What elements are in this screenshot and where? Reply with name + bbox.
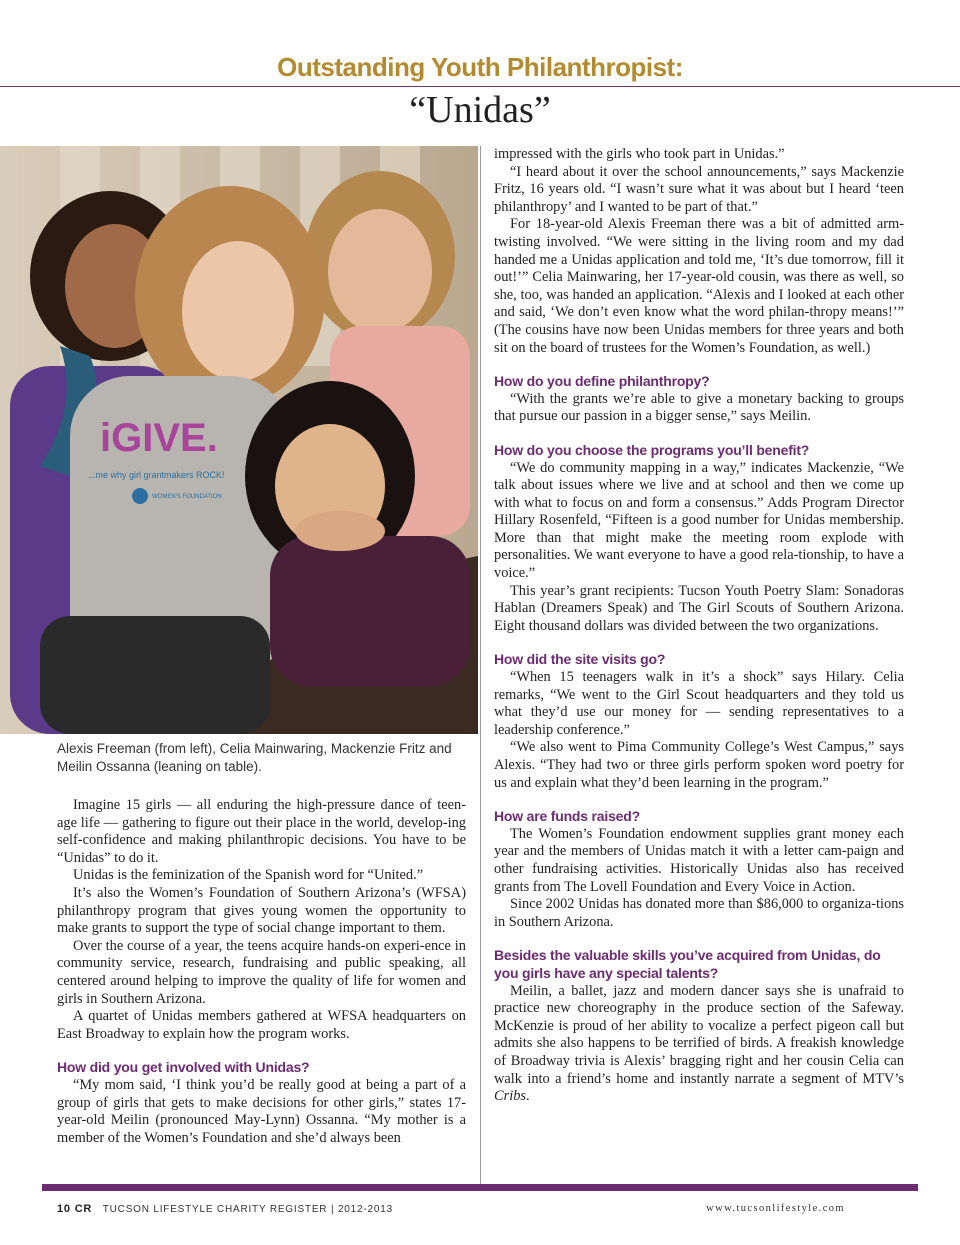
question-heading: How are funds raised? — [494, 808, 640, 825]
publication-name: TUCSON LIFESTYLE CHARITY REGISTER — [102, 1204, 328, 1215]
body-paragraph: A quartet of Unidas members gathered at WFSA headquarters on East Broadway to explain how the program works. — [57, 1008, 466, 1042]
answer-end: . — [526, 1088, 530, 1105]
body-paragraph: Over the course of a year, the teens acquire hands-on experi-ence in community service, research, fundraising and public speaking, all centered around helping to improve the quality of life for women and girls in Southern Arizona. — [57, 937, 466, 1007]
right-column — [494, 146, 904, 1106]
answer-paragraph: “When 15 teenagers walk in it’s a shock” says Hilary. Celia remarks, “We went to the Girl Scout headquarters and they told us what they’d use our money for — sending representatives to a leadership conference.” — [494, 669, 904, 738]
answer-paragraph: “My mom said, ‘I think you’d be really good at being a part of a group of girls that gets to make decisions for other girls,” states 17-year-old Meilin (pronounced May-Lynn) Ossanna. “My mother is a member of the Women’s Foundation and she’d always been — [57, 1076, 466, 1146]
show-title: Cribs — [494, 1088, 526, 1105]
continuation-paragraph: impressed with the girls who took part in Unidas.” — [494, 146, 785, 162]
shirt-subtext: ...me why girl grantmakers ROCK! — [88, 470, 225, 480]
website-url: www.tucsonlifestyle.com — [706, 1203, 845, 1214]
question-heading: Besides the valuable skills you’ve acquired from Unidas, do you girls have any special talents? — [494, 947, 881, 981]
shirt-logo: WOMEN'S FOUNDATION — [152, 494, 222, 500]
answer-text: Meilin, a ballet, jazz and modern dancer says she is unafraid to practice new choreography in the produce section of the Safeway. McKenzie is proud of her ability to vocalize a perfect pigeon call but admits she also happens to be terrified of birds. A freakish knowledge of Broadway trivia is Alexis’ bragging right and her cousin Celia can walk into a friend’s home and instantly narrate a segment of MTV’s — [494, 982, 904, 1087]
answer-paragraph: Since 2002 Unidas has donated more than $86,000 to organiza-tions in Southern Arizona. — [494, 896, 904, 930]
question-heading: How do you define philanthropy? — [494, 373, 710, 390]
question-heading: How did the site visits go? — [494, 651, 666, 668]
footer-separator: | — [330, 1204, 335, 1215]
footer-bar — [42, 1184, 918, 1191]
answer-paragraph — [494, 983, 904, 1106]
footer-folio — [57, 1203, 393, 1215]
body-paragraph: It’s also the Women’s Foundation of Southern Arizona’s (WFSA) philanthropy program that gives young women the opportunity to make grants to support the type of social change important to them. — [57, 884, 466, 937]
section-kicker: Outstanding Youth Philanthropist: — [277, 52, 683, 82]
answer-paragraph: “We do community mapping in a way,” indicates Mackenzie, “We talk about issues where we live and at school and then we come up with what to focus on and form a consensus.” Adds Program Director Hillary Rosenfeld, “Fifteen is a good number for Unidas membership. More than that might make the meeting room explode with personalities. We want everyone to have a good rela-tionship, to have a voice.” — [494, 459, 904, 582]
body-paragraph: For 18-year-old Alexis Freeman there was a bit of admitted arm-twisting involved. “We were sitting in the living room and my dad handed me a Unidas application and told me, ‘It’s due tomorrow, fill it out!’” Celia Mainwaring, her 17-year-old cousin, was there as well, so she, too, was handed an application. “Alexis and I looked at each other and said, ‘We don’t even know what the word philan-thropy means!’” (The cousins have now been Unidas members for three years and both sit on the board of trustees for the Women’s Foundation, as well.) — [494, 216, 904, 356]
photo-caption: Alexis Freeman (from left), Celia Mainwaring, Mackenzie Fritz and Meilin Ossanna (leaning on table). — [57, 741, 452, 774]
column-divider — [480, 146, 481, 1184]
question-heading: How do you choose the programs you’ll benefit? — [494, 441, 810, 458]
body-paragraph: Unidas is the feminization of the Spanish word for “United.” — [73, 867, 424, 884]
answer-paragraph: This year’s grant recipients: Tucson Youth Poetry Slam: Sonadoras Hablan (Dreamers Speak) and The Girl Scouts of Southern Arizona. Eight thousand dollars was divided between the two organizations. — [494, 582, 904, 634]
answer-paragraph: “We also went to Pima Community College’s West Campus,” says Alexis. “They had two or three girls perform spoken word poetry for us and explain what they’d been learning in the program.” — [494, 739, 904, 791]
answer-paragraph: The Women’s Foundation endowment supplies grant money each year and the members of Unidas match it with a letter cam-paign and other fundraising activities. Historically Unidas also has received grants from The Lovell Foundation and Every Voice in Action. — [494, 825, 904, 895]
page-number: 10 CR — [57, 1203, 93, 1215]
shirt-text: iGIVE. — [100, 416, 218, 460]
body-paragraph: “I heard about it over the school announcements,” says Mackenzie Fritz, 16 years old. “I wasn’t sure what it was about but I heard ‘teen philanthropy’ and I wanted to be part of that.” — [494, 163, 904, 215]
header-rule — [0, 86, 960, 87]
body-paragraph: Imagine 15 girls — all enduring the high-pressure dance of teen-age life — gathering to figure out their place in the world, develop-ing self-confidence and making philanthropic decisions. You have to be “Unidas” to do it. — [57, 797, 466, 866]
group-photo — [0, 146, 478, 734]
answer-paragraph: “With the grants we’re able to give a monetary backing to groups that pursue our passion in a bigger sense,” says Meilin. — [494, 390, 904, 425]
question-heading: How did you get involved with Unidas? — [57, 1059, 310, 1076]
publication-year: 2012-2013 — [337, 1204, 393, 1215]
article-title: “Unidas” — [409, 89, 551, 131]
left-column — [57, 797, 466, 1147]
